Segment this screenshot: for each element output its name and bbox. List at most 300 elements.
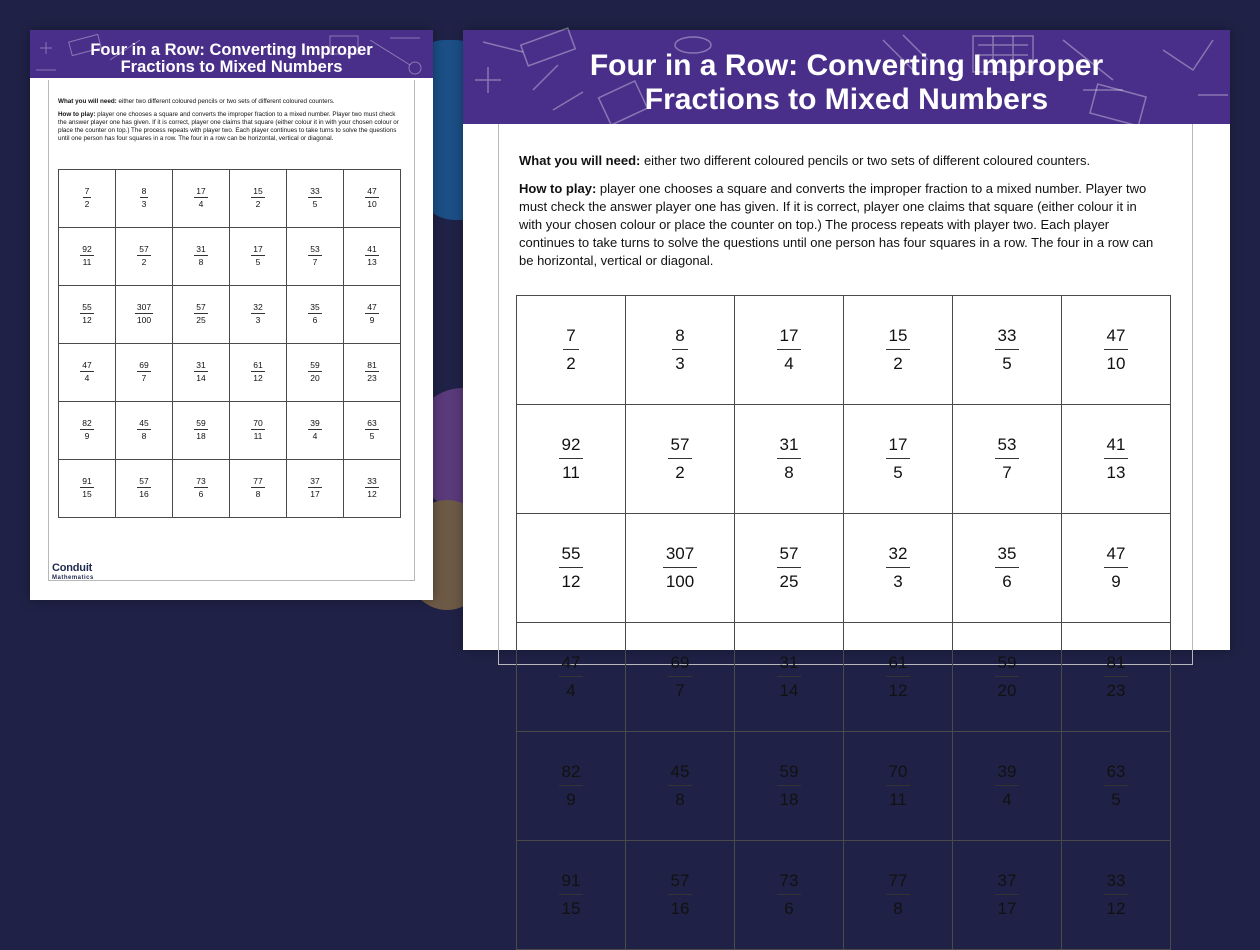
- grid-cell[interactable]: [517, 514, 626, 623]
- fraction: [668, 652, 693, 702]
- grid-row: [59, 286, 401, 344]
- numerator: 17: [777, 325, 802, 350]
- fraction: [137, 418, 150, 441]
- fraction: [886, 652, 911, 702]
- denominator: 10: [367, 198, 377, 209]
- fraction: [995, 325, 1020, 375]
- denominator: 11: [889, 790, 907, 809]
- fraction: [777, 543, 802, 593]
- grid-cell[interactable]: [59, 460, 116, 518]
- denominator: 18: [196, 430, 206, 441]
- fraction: [365, 418, 378, 441]
- numerator: 92: [559, 434, 584, 459]
- fraction: [365, 186, 378, 209]
- fraction: [559, 434, 584, 484]
- denominator: 2: [255, 198, 261, 209]
- fraction: [308, 186, 321, 209]
- denominator: 13: [367, 256, 377, 267]
- grid-cell[interactable]: [844, 841, 953, 950]
- grid-cell[interactable]: [953, 514, 1062, 623]
- fraction: [140, 186, 149, 209]
- numerator: 45: [668, 761, 693, 786]
- denominator: 16: [139, 488, 149, 499]
- numerator: 17: [253, 243, 263, 254]
- fraction: [777, 761, 802, 811]
- denominator: 15: [82, 488, 92, 499]
- denominator: 5: [1111, 790, 1121, 809]
- grid-cell[interactable]: [344, 344, 401, 402]
- numerator: 15: [253, 185, 263, 196]
- denominator: 4: [566, 681, 576, 700]
- numerator: 47: [367, 185, 377, 196]
- fraction: [80, 302, 93, 325]
- numerator: 53: [310, 243, 320, 254]
- grid-cell[interactable]: [953, 296, 1062, 405]
- denominator: 7: [675, 681, 685, 700]
- worksheet-thumbnail: [30, 30, 433, 600]
- fraction: [886, 325, 911, 375]
- denominator: 12: [253, 372, 263, 383]
- numerator: 91: [559, 870, 584, 895]
- numerator: 7: [563, 325, 578, 350]
- fraction: [194, 186, 207, 209]
- numerator: 69: [668, 652, 693, 677]
- denominator: 7: [141, 372, 147, 383]
- grid-cell[interactable]: [116, 228, 173, 286]
- denominator: 9: [369, 314, 375, 325]
- numerator: 39: [310, 417, 320, 428]
- fraction: [194, 244, 207, 267]
- fraction: [194, 360, 207, 383]
- grid-cell[interactable]: [230, 402, 287, 460]
- denominator: 6: [198, 488, 204, 499]
- numerator: 77: [253, 475, 263, 486]
- grid-row: [517, 623, 1171, 732]
- howto-label: How to play:: [519, 181, 597, 196]
- numerator: 47: [82, 359, 92, 370]
- denominator: 9: [84, 430, 90, 441]
- denominator: 17: [310, 488, 320, 499]
- numerator: 32: [253, 301, 263, 312]
- grid-cell[interactable]: [344, 170, 401, 228]
- numerator: 59: [995, 652, 1020, 677]
- grid-cell[interactable]: [344, 402, 401, 460]
- grid-cell[interactable]: [517, 841, 626, 950]
- denominator: 8: [198, 256, 204, 267]
- denominator: 3: [675, 354, 685, 373]
- brand-name: Conduit: [52, 562, 93, 574]
- denominator: 5: [255, 256, 261, 267]
- grid-cell[interactable]: [59, 286, 116, 344]
- fraction: [365, 244, 378, 267]
- denominator: 13: [1106, 463, 1126, 482]
- denominator: 7: [1002, 463, 1012, 482]
- denominator: 11: [562, 463, 580, 482]
- denominator: 4: [84, 372, 90, 383]
- grid-cell[interactable]: [230, 344, 287, 402]
- grid-cell[interactable]: [626, 841, 735, 950]
- fraction: [668, 761, 693, 811]
- denominator: 8: [784, 463, 794, 482]
- fraction: [668, 870, 693, 920]
- grid-cell[interactable]: [287, 228, 344, 286]
- numerator: 31: [196, 243, 206, 254]
- grid-row: [59, 402, 401, 460]
- numerator: 82: [559, 761, 584, 786]
- fraction: [135, 302, 153, 325]
- brand-subtitle: Mathematics: [52, 575, 94, 581]
- grid-cell[interactable]: [517, 732, 626, 841]
- denominator: 15: [561, 899, 581, 918]
- grid-cell[interactable]: [230, 286, 287, 344]
- denominator: 4: [198, 198, 204, 209]
- fraction: [777, 325, 802, 375]
- fraction: [80, 244, 93, 267]
- title-banner: [463, 30, 1230, 124]
- grid-cell[interactable]: [735, 296, 844, 405]
- grid-cell[interactable]: [59, 344, 116, 402]
- numerator: 8: [672, 325, 687, 350]
- conduit-logo: [52, 562, 94, 581]
- numerator: 81: [1104, 652, 1129, 677]
- numerator: 77: [886, 870, 911, 895]
- grid-cell[interactable]: [1062, 405, 1171, 514]
- grid-cell[interactable]: [844, 732, 953, 841]
- numerator: 57: [139, 475, 149, 486]
- fraction: [80, 360, 93, 383]
- denominator: 2: [566, 354, 576, 373]
- denominator: 11: [253, 430, 263, 441]
- fraction: [308, 476, 321, 499]
- denominator: 3: [141, 198, 147, 209]
- grid-cell[interactable]: [116, 402, 173, 460]
- numerator: 47: [367, 301, 377, 312]
- grid-cell[interactable]: [844, 405, 953, 514]
- grid-cell[interactable]: [287, 286, 344, 344]
- grid-cell[interactable]: [116, 170, 173, 228]
- denominator: 8: [675, 790, 685, 809]
- fraction: [559, 870, 584, 920]
- fraction: [668, 434, 693, 484]
- worksheet-zoomed: [463, 30, 1230, 918]
- denominator: 9: [1111, 572, 1121, 591]
- grid-cell[interactable]: [59, 228, 116, 286]
- denominator: 6: [1002, 572, 1012, 591]
- numerator: 31: [777, 652, 802, 677]
- fraction: [194, 418, 207, 441]
- fraction: [559, 652, 584, 702]
- denominator: 100: [136, 314, 152, 325]
- numerator: 33: [367, 475, 377, 486]
- numerator: 33: [1104, 870, 1129, 895]
- fraction: [995, 543, 1020, 593]
- grid-cell[interactable]: [230, 460, 287, 518]
- numerator: 70: [253, 417, 263, 428]
- grid-cell[interactable]: [844, 623, 953, 732]
- fraction: [777, 652, 802, 702]
- fraction: [83, 186, 92, 209]
- denominator: 8: [255, 488, 261, 499]
- grid-cell[interactable]: [517, 623, 626, 732]
- grid-cell[interactable]: [953, 841, 1062, 950]
- fraction: [308, 244, 321, 267]
- fraction: [365, 360, 378, 383]
- denominator: 16: [670, 899, 690, 918]
- fraction: [308, 302, 321, 325]
- denominator: 23: [1106, 681, 1126, 700]
- grid-cell[interactable]: [1062, 732, 1171, 841]
- numerator: 47: [1104, 543, 1129, 568]
- denominator: 5: [1002, 354, 1012, 373]
- grid-cell[interactable]: [626, 732, 735, 841]
- numerator: 73: [777, 870, 802, 895]
- denominator: 5: [312, 198, 318, 209]
- denominator: 12: [1106, 899, 1126, 918]
- fraction: [886, 543, 911, 593]
- denominator: 14: [196, 372, 206, 383]
- fraction: [137, 360, 150, 383]
- denominator: 8: [893, 899, 903, 918]
- grid-cell[interactable]: [1062, 514, 1171, 623]
- fraction: [1104, 870, 1129, 920]
- fraction: [563, 325, 578, 375]
- numerator: 53: [995, 434, 1020, 459]
- numerator: 17: [196, 185, 206, 196]
- numerator: 33: [995, 325, 1020, 350]
- numerator: 59: [196, 417, 206, 428]
- grid-cell[interactable]: [344, 228, 401, 286]
- numerator: 31: [196, 359, 206, 370]
- grid-row: [59, 228, 401, 286]
- need-text: either two different coloured pencils or two sets of different coloured counters.: [116, 98, 335, 105]
- numerator: 81: [367, 359, 377, 370]
- grid-cell[interactable]: [844, 514, 953, 623]
- grid-cell[interactable]: [735, 623, 844, 732]
- grid-cell[interactable]: [116, 286, 173, 344]
- numerator: 39: [995, 761, 1020, 786]
- worksheet-title-line2: Fractions to Mixed Numbers: [120, 58, 343, 76]
- grid-cell[interactable]: [517, 405, 626, 514]
- denominator: 12: [888, 681, 908, 700]
- fraction: [137, 244, 150, 267]
- denominator: 6: [312, 314, 318, 325]
- numerator: 70: [886, 761, 911, 786]
- denominator: 2: [675, 463, 685, 482]
- denominator: 3: [893, 572, 903, 591]
- grid-row: [59, 344, 401, 402]
- numerator: 63: [367, 417, 377, 428]
- denominator: 14: [779, 681, 799, 700]
- denominator: 4: [784, 354, 794, 373]
- denominator: 3: [255, 314, 261, 325]
- fraction: [1104, 652, 1129, 702]
- grid-row: [517, 296, 1171, 405]
- grid-cell[interactable]: [59, 402, 116, 460]
- fraction-grid: [58, 169, 401, 518]
- denominator: 7: [312, 256, 318, 267]
- fraction: [777, 434, 802, 484]
- grid-cell[interactable]: [626, 514, 735, 623]
- fraction: [308, 360, 321, 383]
- grid-cell[interactable]: [953, 623, 1062, 732]
- grid-cell[interactable]: [287, 402, 344, 460]
- grid-cell[interactable]: [287, 170, 344, 228]
- fraction: [308, 418, 321, 441]
- numerator: 31: [777, 434, 802, 459]
- need-text: either two different coloured pencils or two sets of different coloured counters.: [640, 153, 1091, 168]
- numerator: 59: [777, 761, 802, 786]
- grid-cell[interactable]: [344, 460, 401, 518]
- grid-cell[interactable]: [173, 228, 230, 286]
- numerator: 57: [668, 434, 693, 459]
- denominator: 2: [84, 198, 90, 209]
- worksheet-title-line2: Fractions to Mixed Numbers: [644, 83, 1049, 116]
- grid-row: [59, 170, 401, 228]
- grid-cell[interactable]: [1062, 623, 1171, 732]
- numerator: 47: [1104, 325, 1129, 350]
- fraction: [365, 302, 378, 325]
- grid-cell[interactable]: [1062, 841, 1171, 950]
- numerator: 37: [995, 870, 1020, 895]
- numerator: 73: [196, 475, 206, 486]
- need-label: What you will need:: [519, 153, 641, 168]
- fraction: [995, 761, 1020, 811]
- fraction: [1104, 434, 1129, 484]
- grid-cell[interactable]: [626, 405, 735, 514]
- numerator: 35: [995, 543, 1020, 568]
- denominator: 6: [784, 899, 794, 918]
- denominator: 12: [561, 572, 581, 591]
- denominator: 10: [1106, 354, 1126, 373]
- numerator: 59: [310, 359, 320, 370]
- grid-cell[interactable]: [173, 460, 230, 518]
- fraction: [672, 325, 687, 375]
- numerator: 15: [886, 325, 911, 350]
- numerator: 57: [196, 301, 206, 312]
- fraction: [663, 543, 697, 593]
- denominator: 9: [566, 790, 576, 809]
- fraction: [995, 652, 1020, 702]
- grid-cell[interactable]: [230, 170, 287, 228]
- numerator: 307: [136, 301, 152, 312]
- howto-text: player one chooses a square and converts the improper fraction to a mixed number. Player two must check the answer player one has given. If it is correct, player one claims that square (either colour it in with your chosen colour or place the counter on top.) The process repeats with player two. Each player continues to take turns to solve the questions until one person has four squares in a row. The four in a row can be horizontal, vertical or diagonal.: [58, 111, 399, 142]
- fraction: [886, 761, 911, 811]
- fraction: [194, 302, 207, 325]
- fraction: [559, 543, 584, 593]
- denominator: 20: [310, 372, 320, 383]
- instructions: [519, 152, 1159, 280]
- numerator: 17: [886, 434, 911, 459]
- numerator: 55: [82, 301, 92, 312]
- numerator: 32: [886, 543, 911, 568]
- fraction: [365, 476, 378, 499]
- grid-cell[interactable]: [953, 405, 1062, 514]
- numerator: 41: [1104, 434, 1129, 459]
- denominator: 25: [196, 314, 206, 325]
- grid-cell[interactable]: [735, 841, 844, 950]
- denominator: 25: [779, 572, 799, 591]
- fraction: [995, 434, 1020, 484]
- numerator: 61: [253, 359, 263, 370]
- numerator: 33: [310, 185, 320, 196]
- fraction: [886, 870, 911, 920]
- fraction: [1104, 325, 1129, 375]
- grid-row: [517, 841, 1171, 950]
- grid-cell[interactable]: [230, 228, 287, 286]
- denominator: 17: [997, 899, 1017, 918]
- denominator: 12: [82, 314, 92, 325]
- grid-cell[interactable]: [735, 514, 844, 623]
- grid-cell[interactable]: [735, 732, 844, 841]
- grid-cell[interactable]: [116, 344, 173, 402]
- fraction: [886, 434, 911, 484]
- grid-cell[interactable]: [173, 170, 230, 228]
- numerator: 55: [559, 543, 584, 568]
- fraction: [995, 870, 1020, 920]
- numerator: 61: [886, 652, 911, 677]
- grid-cell[interactable]: [1062, 296, 1171, 405]
- denominator: 5: [893, 463, 903, 482]
- fraction: [80, 476, 93, 499]
- numerator: 82: [82, 417, 92, 428]
- grid-cell[interactable]: [953, 732, 1062, 841]
- fraction: [80, 418, 93, 441]
- numerator: 35: [310, 301, 320, 312]
- grid-cell[interactable]: [517, 296, 626, 405]
- grid-cell[interactable]: [344, 286, 401, 344]
- numerator: 57: [139, 243, 149, 254]
- denominator: 23: [367, 372, 377, 383]
- denominator: 18: [779, 790, 799, 809]
- grid-cell[interactable]: [287, 460, 344, 518]
- denominator: 8: [141, 430, 147, 441]
- fraction: [251, 476, 264, 499]
- numerator: 63: [1104, 761, 1129, 786]
- fraction-grid: [516, 295, 1171, 950]
- grid-row: [517, 732, 1171, 841]
- grid-cell[interactable]: [735, 405, 844, 514]
- worksheet-title-line1: Four in a Row: Converting Improper: [90, 41, 373, 59]
- grid-cell[interactable]: [173, 286, 230, 344]
- fraction: [137, 476, 150, 499]
- numerator: 37: [310, 475, 320, 486]
- grid-cell[interactable]: [173, 344, 230, 402]
- numerator: 47: [559, 652, 584, 677]
- fraction: [251, 418, 264, 441]
- grid-cell[interactable]: [173, 402, 230, 460]
- grid-cell[interactable]: [626, 623, 735, 732]
- fraction: [251, 244, 264, 267]
- numerator: 45: [139, 417, 149, 428]
- grid-cell[interactable]: [844, 296, 953, 405]
- fraction: [251, 186, 264, 209]
- numerator: 307: [663, 543, 697, 568]
- grid-cell[interactable]: [626, 296, 735, 405]
- worksheet-title-line1: Four in a Row: Converting Improper: [589, 49, 1104, 82]
- grid-cell[interactable]: [116, 460, 173, 518]
- grid-cell[interactable]: [287, 344, 344, 402]
- need-label: What you will need:: [58, 98, 117, 105]
- fraction: [1104, 761, 1129, 811]
- numerator: 91: [82, 475, 92, 486]
- fraction: [777, 870, 802, 920]
- numerator: 8: [141, 185, 147, 196]
- grid-cell[interactable]: [59, 170, 116, 228]
- numerator: 57: [777, 543, 802, 568]
- howto-text: player one chooses a square and converts the improper fraction to a mixed number. Player two must check the answer player one has given. If it is correct, player one claims that square (either colour it in with your chosen colour or place the counter on top.) The process repeats with player two. Each player continues to take turns to solve the questions until one person has four squares in a row. The four in a row can be horizontal, vertical or diagonal.: [519, 181, 1154, 268]
- numerator: 92: [82, 243, 92, 254]
- denominator: 4: [1002, 790, 1012, 809]
